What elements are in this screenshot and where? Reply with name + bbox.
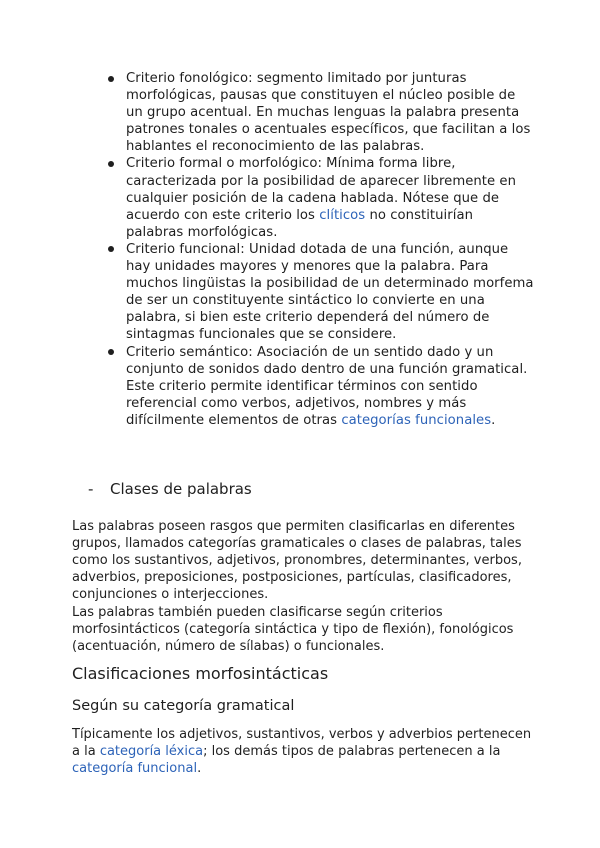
categoria-funcional-link[interactable]: categoría funcional	[72, 761, 198, 777]
categoria-lexica-link[interactable]: categoría léxica	[99, 744, 204, 760]
bullet-icon	[108, 246, 114, 252]
criterion-text: Criterio funcional: Unidad dotada de una función, aunque hay unidades mayores y menores que la palabra. Para muchos lingüistas la posibilidad de un determinado morfema de ser un constituyente sintáctico lo convierte en una palabra, si bien este criterio dependerá del número de sintagmas funcionales que se considere.	[126, 241, 534, 343]
criterion-text: Criterio semántico: Asociación de un sentido dado y un conjunto de sonidos dado dentro de una función gramatical. Este criterio permite identificar términos con sentido referencial como verbos, adjetivos, nombres y más difícilmente elementos de otras	[126, 344, 528, 428]
criterion-text: Criterio formal o morfológico: Mínima forma libre, caracterizada por la posibilidad de aparecer libremente en cualquier posición de la cadena hablada. Nótese que de acuerdo con este criterio los	[126, 156, 516, 223]
criterion-semantic	[104, 344, 534, 429]
paragraph-lexical	[72, 726, 532, 777]
heading-morphosyntactic: Clasificaciones morfosintácticas	[72, 664, 329, 683]
criterion-text: Criterio fonológico: segmento limitado por junturas morfológicas, pausas que constituyen el núcleo posible de un grupo acentual. En muchas lenguas la palabra presenta patrones tonales o acentuales específicos, que facilitan a los hablantes el reconocimiento de las palabras.	[126, 71, 531, 155]
criterion-morphological	[104, 155, 534, 240]
criterion-text-end: .	[491, 412, 496, 428]
paragraph-text: ; los demás tipos de palabras pertenecen a la	[203, 744, 501, 760]
categorias-funcionales-link[interactable]: categorías funcionales	[341, 412, 492, 428]
criterion-text-end: no constituirían palabras morfológicas.	[126, 207, 473, 240]
criterion-functional	[104, 241, 534, 344]
bullet-icon	[108, 76, 114, 82]
bullet-icon	[108, 161, 114, 167]
criterion-phonological	[104, 70, 534, 155]
section-title: Clases de palabras	[110, 480, 252, 498]
cliticos-link[interactable]: clíticos	[319, 207, 366, 223]
heading-grammatical-category: Según su categoría gramatical	[72, 698, 295, 714]
bullet-icon	[108, 349, 114, 355]
section-heading-clases	[88, 479, 252, 499]
paragraph-categories: Las palabras poseen rasgos que permiten clasificarlas en diferentes grupos, llamados categorías gramaticales o clases de palabras, tales como los sustantivos, adjetivos, pronombres, determinantes, verbos, adverbios, preposiciones, postposiciones, partículas, clasificadores, conjunciones o interjecciones.	[72, 519, 522, 603]
criteria-list	[104, 70, 534, 429]
paragraph-text: Típicamente los adjetivos, sustantivos, verbos y adverbios pertenecen a la	[72, 727, 532, 760]
dash-marker: -	[88, 480, 94, 498]
paragraph-text: .	[197, 761, 202, 777]
paragraph-criteria: Las palabras también pueden clasificarse según criterios morfosintácticos (categoría sintáctica y tipo de flexión), fonológicos (acentuación, número de sílabas) o funcionales.	[72, 605, 514, 655]
